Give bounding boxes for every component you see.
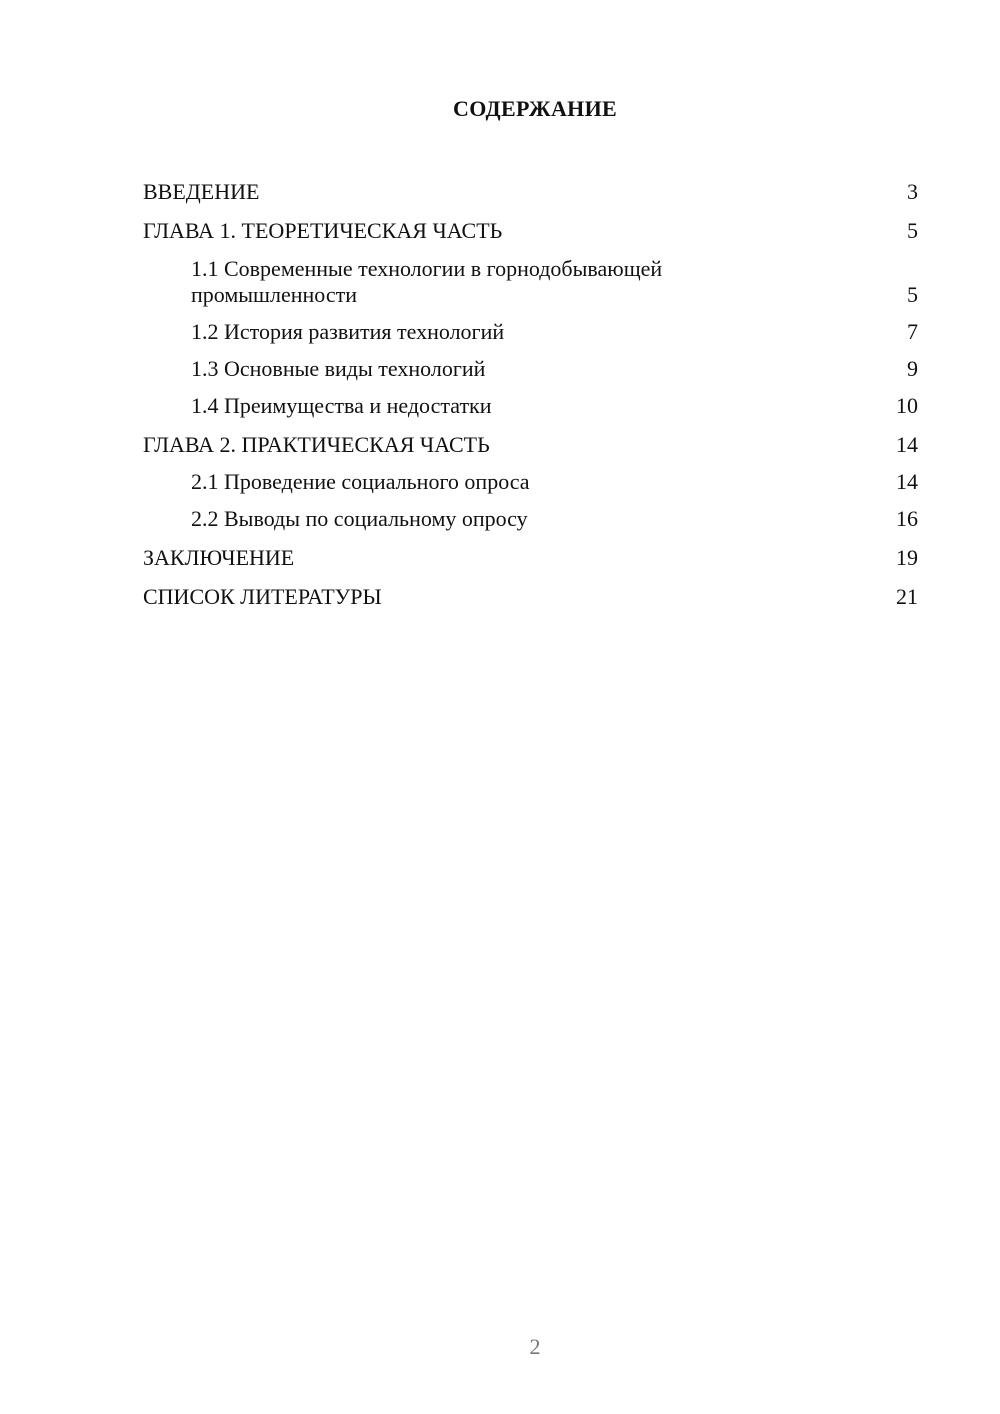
toc-entry-chapter-1[interactable] bbox=[143, 207, 918, 246]
toc-entry-page: 21 bbox=[896, 584, 918, 609]
toc-entry-page: 10 bbox=[896, 393, 918, 418]
toc-entry-section-1-2[interactable] bbox=[143, 310, 918, 347]
toc-entry-page: 14 bbox=[896, 432, 918, 457]
toc-entry-page: 7 bbox=[907, 319, 918, 344]
toc-entry-title: 2.2 Выводы по социальному опросу bbox=[191, 506, 528, 531]
toc-entry-section-2-2[interactable] bbox=[143, 497, 918, 534]
toc-entry-chapter-2[interactable] bbox=[143, 421, 918, 460]
toc-entry-title: 1.2 История развития технологий bbox=[191, 319, 505, 344]
toc-entry-page: 14 bbox=[896, 469, 918, 494]
toc-entry-bibliography[interactable] bbox=[143, 573, 918, 612]
toc-entry-title: ВВЕДЕНИЕ bbox=[143, 179, 260, 204]
toc-entry-title: 1.1 Современные технологии в горнодобывающей промышленности bbox=[191, 256, 663, 307]
toc-entry-introduction[interactable] bbox=[143, 168, 918, 207]
toc-entry-title: ЗАКЛЮЧЕНИЕ bbox=[143, 545, 295, 570]
toc-entry-title: 1.3 Основные виды технологий bbox=[191, 356, 486, 381]
toc-entry-section-1-3[interactable] bbox=[143, 347, 918, 384]
toc-entry-page: 9 bbox=[907, 356, 918, 381]
toc-entry-page: 19 bbox=[896, 545, 918, 570]
toc-entry-title: ГЛАВА 1. ТЕОРЕТИЧЕСКАЯ ЧАСТЬ bbox=[143, 218, 503, 243]
toc-entry-page: 16 bbox=[896, 506, 918, 531]
toc-entry-section-1-4[interactable] bbox=[143, 384, 918, 421]
toc-title: СОДЕРЖАНИЕ bbox=[453, 96, 617, 121]
page-number: 2 bbox=[529, 1334, 541, 1359]
toc-entry-page: 5 bbox=[907, 282, 918, 307]
toc-entry-page: 3 bbox=[907, 179, 918, 204]
table-of-contents bbox=[143, 168, 918, 612]
toc-entry-section-2-1[interactable] bbox=[143, 460, 918, 497]
toc-entry-section-1-1[interactable] bbox=[143, 246, 918, 310]
toc-entry-title: ГЛАВА 2. ПРАКТИЧЕСКАЯ ЧАСТЬ bbox=[143, 432, 490, 457]
toc-entry-title: 2.1 Проведение социального опроса bbox=[191, 469, 530, 494]
toc-entry-title: СПИСОК ЛИТЕРАТУРЫ bbox=[143, 584, 382, 609]
toc-entry-title: 1.4 Преимущества и недостатки bbox=[191, 393, 492, 418]
toc-entry-conclusion[interactable] bbox=[143, 534, 918, 573]
toc-entry-page: 5 bbox=[907, 218, 918, 243]
